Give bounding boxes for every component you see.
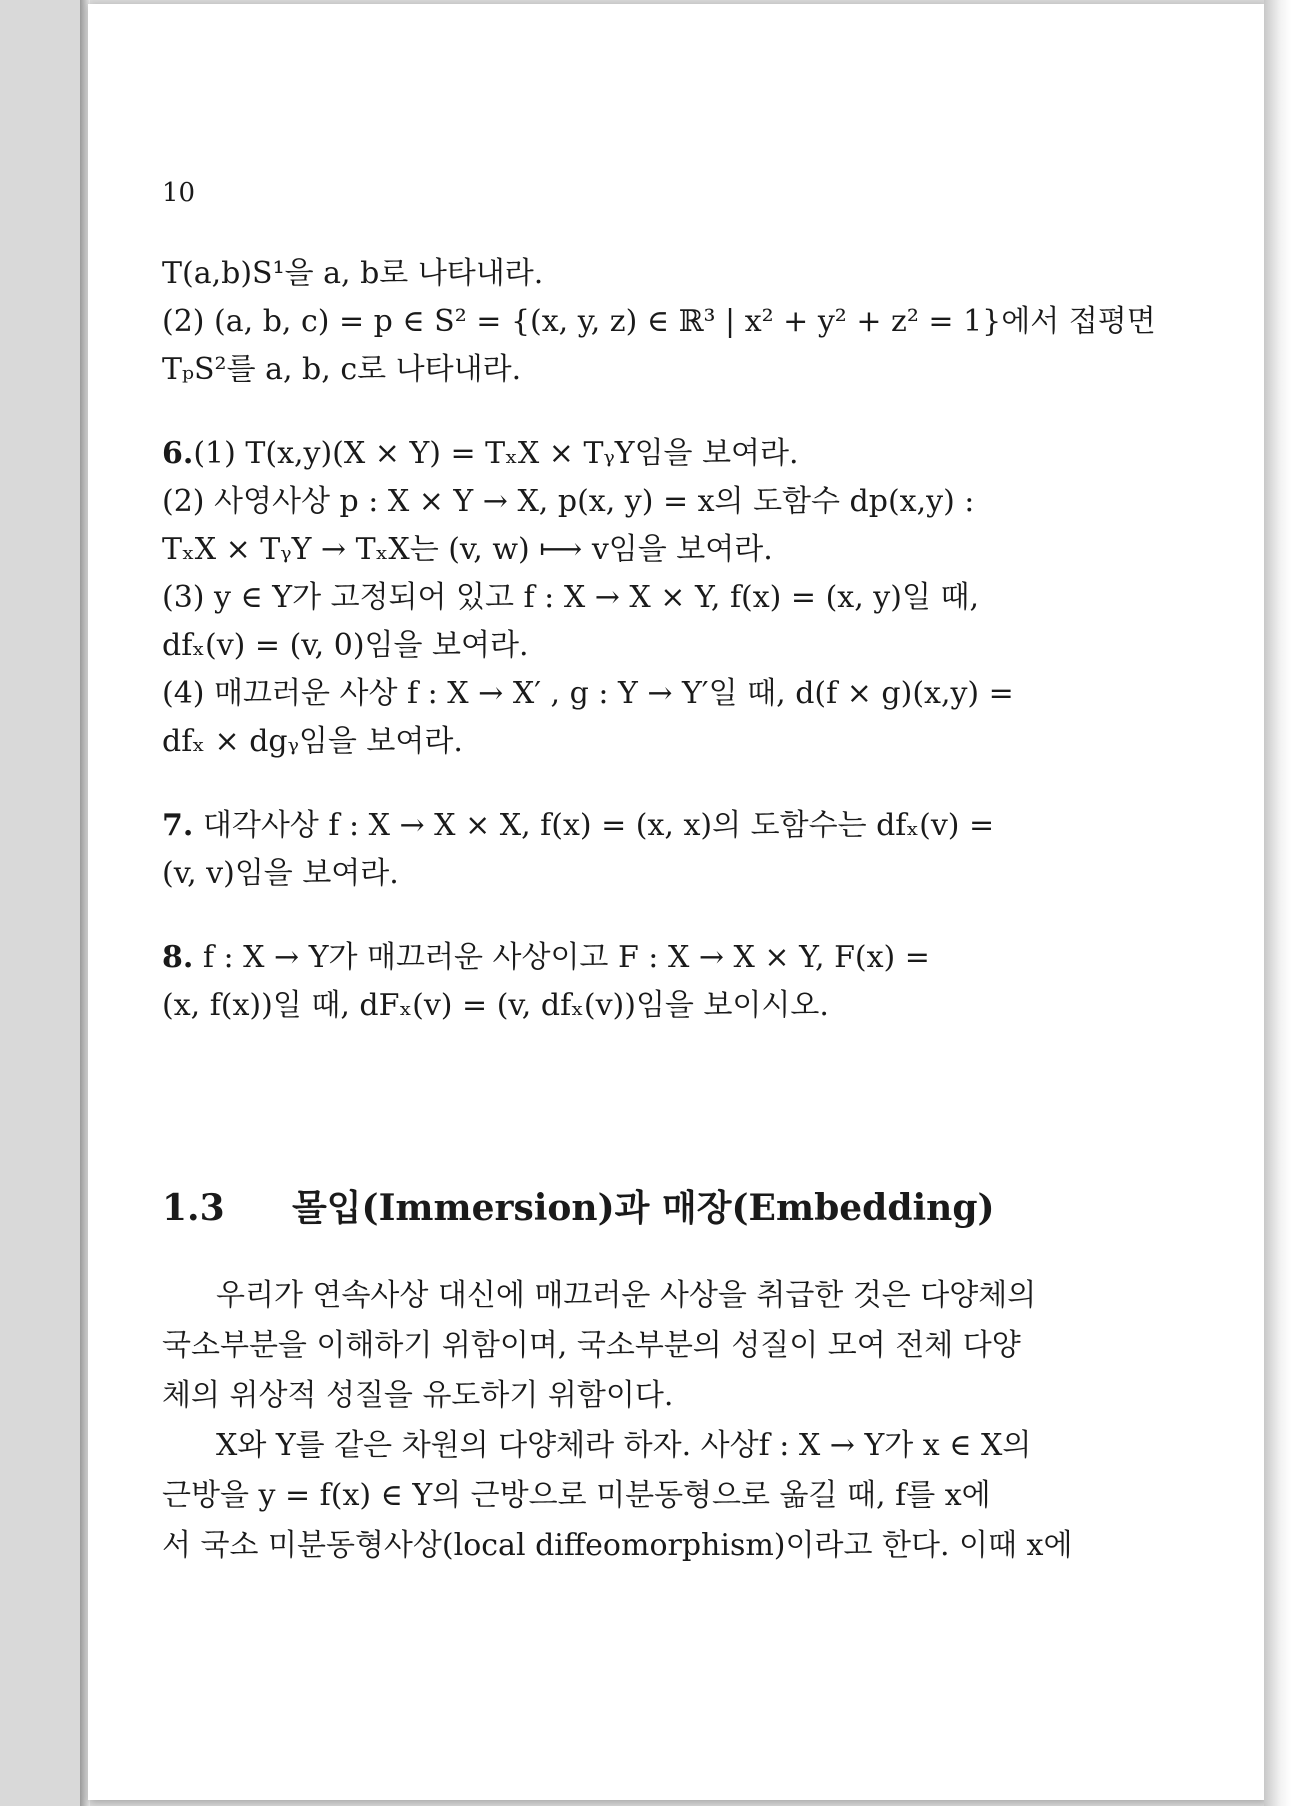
text-line: [162, 934, 1062, 982]
text-line: (2) 사영사상 p : X × Y → X, p(x, y) = x의 도함수 dp(x,y) :: [162, 484, 975, 519]
page-right-edge: [1264, 0, 1291, 1806]
exercise-number: 6.: [162, 436, 194, 471]
text-line: X와 Y를 같은 차원의 다양체라 하자. 사상f : X → Y가 x ∈ X의: [216, 1428, 1032, 1463]
text-line: (4) 매끄러운 사상 f : X → X′ , g : Y → Y′일 때, d(f × g)(x,y) =: [162, 676, 1014, 711]
line-text: 대각사상 f : X → X × X, f(x) = (x, x)의 도함수는 dfₓ(v) =: [193, 808, 995, 843]
page-content: [162, 178, 1156, 1571]
text-line: 체의 위상적 성질을 유도하기 위함이다.: [162, 1378, 674, 1413]
text-line: (2) (a, b, c) = p ∈ S² = {(x, y, z) ∈ ℝ³ | x² + y² + z² = 1}에서 접평면: [162, 304, 1156, 339]
text-line: (v, v)임을 보여라.: [162, 856, 399, 891]
text-line: 근방을 y = f(x) ∈ Y의 근방으로 미분동형으로 옮길 때, f를 x에: [162, 1478, 991, 1513]
line-text: (1) T(x,y)(X × Y) = TₓX × TᵧY임을 보여라.: [193, 436, 799, 471]
text-line: TₓX × TᵧY → TₓX는 (v, w) ⟼ v임을 보여라.: [162, 532, 773, 567]
text-line: T(a,b)S¹을 a, b로 나타내라.: [162, 256, 544, 291]
section-title: 몰입(Immersion)과 매장(Embedding): [292, 1187, 995, 1229]
text-line: (x, f(x))일 때, dFₓ(v) = (v, dfₓ(v))임을 보이시오.: [162, 988, 829, 1023]
paragraph-2: [162, 1421, 1073, 1571]
text-line: TₚS²를 a, b, c로 나타내라.: [162, 352, 522, 387]
exercise-6: [162, 430, 1062, 766]
text-line: dfₓ(v) = (v, 0)임을 보여라.: [162, 628, 529, 663]
exercise-number: 7.: [162, 808, 194, 843]
exercise-7: [162, 802, 1062, 898]
text-line: [162, 430, 1062, 478]
text-line: (3) y ∈ Y가 고정되어 있고 f : X → X × Y, f(x) = (x, y)일 때,: [162, 580, 979, 615]
text-line: [162, 802, 1062, 850]
exercise-number: 8.: [162, 940, 194, 975]
text-line: 국소부분을 이해하기 위함이며, 국소부분의 성질이 모여 전체 다양: [162, 1328, 1021, 1363]
spacer: [162, 766, 1062, 802]
exercise-5-continued: [162, 250, 1156, 394]
spacer: [162, 394, 1062, 430]
line-text: f : X → Y가 매끄러운 사상이고 F : X → X × Y, F(x) =: [193, 940, 930, 975]
text-line: dfₓ × dgᵧ임을 보여라.: [162, 724, 463, 759]
exercise-8: [162, 934, 1062, 1030]
page-number: 10: [162, 178, 196, 208]
section-number: 1.3: [162, 1187, 225, 1229]
paragraph-1: [162, 1271, 1062, 1421]
spacer: [162, 898, 1062, 934]
text-line: 우리가 연속사상 대신에 매끄러운 사상을 취급한 것은 다양체의: [216, 1278, 1037, 1313]
section-heading: [162, 1180, 1062, 1231]
text-line: 서 국소 미분동형사상(local diffeomorphism)이라고 한다. 이때 x에: [162, 1528, 1073, 1563]
